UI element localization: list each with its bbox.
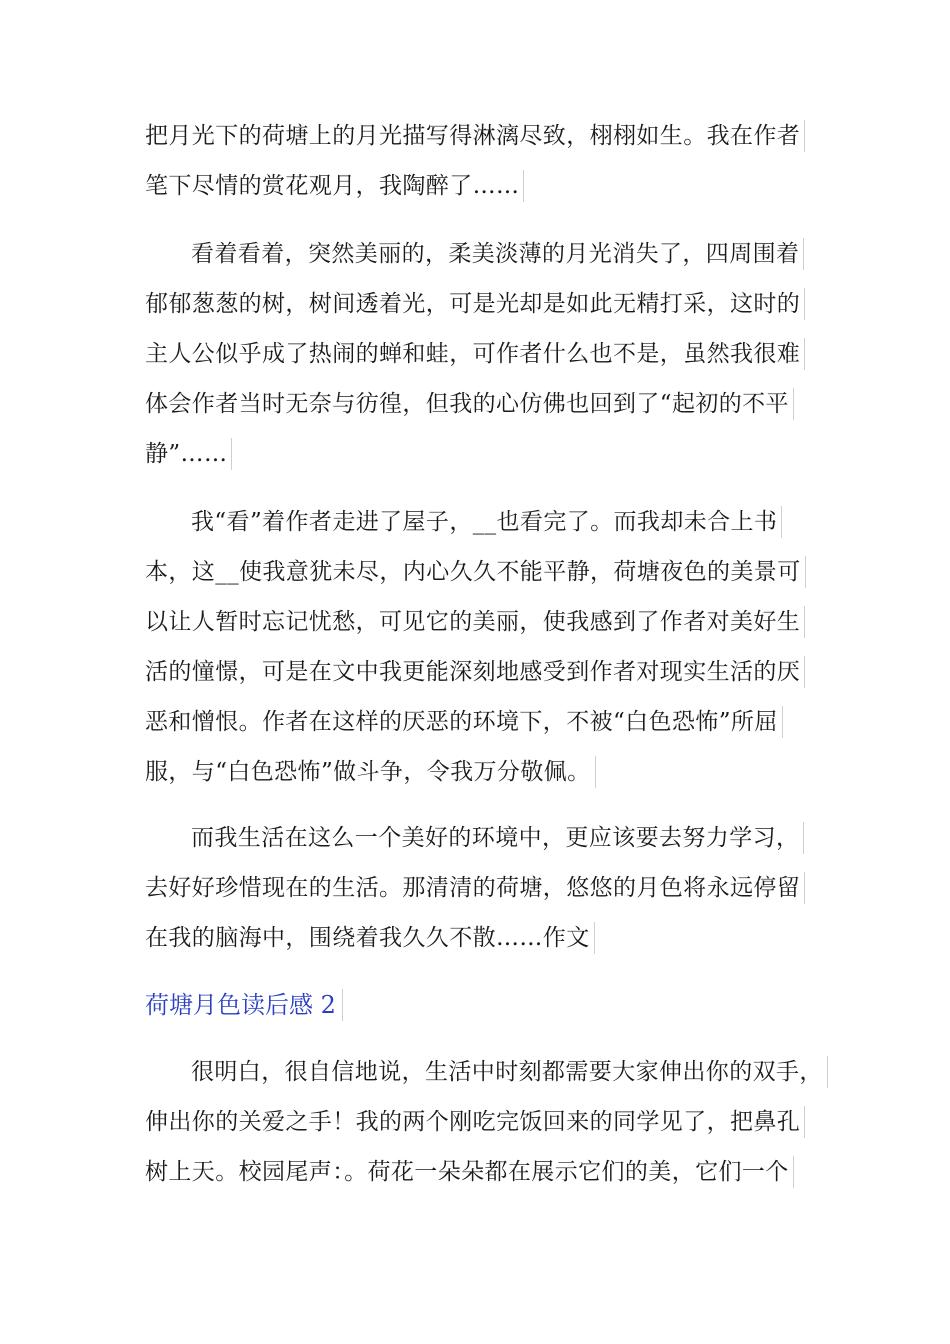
text-line: 在我的脑海中，围绕着我久久不散……作文 [145,912,805,962]
text-line: 恶和憎恨。作者在这样的厌恶的环境下，不被“白色恐怖”所屈 [145,696,806,746]
paragraph-3 [145,496,806,796]
text-line: 很明白，很自信地说，生活中时刻都需要大家伸出你的双手， [145,1046,828,1096]
text-line: 体会作者当时无奈与彷徨，但我的心仿佛也回到了“起初的不平 [145,378,805,428]
text-line: 服，与“白色恐怖”做斗争，令我万分敬佩。 [145,746,806,796]
text-line: 看着看着，突然美丽的，柔美淡薄的月光消失了，四周围着 [145,228,805,278]
text-line: 静”…… [145,428,805,478]
text-line: 伸出你的关爱之手！我的两个刚吃完饭回来的同学见了，把鼻孔 [145,1096,828,1146]
text-line: 把月光下的荷塘上的月光描写得淋漓尽致，栩栩如生。我在作者 [145,110,805,160]
text-line: 活的憧憬，可是在文中我更能深刻地感受到作者对现实生活的厌 [145,646,806,696]
text-line: 本，这__使我意犹未尽，内心久久不能平静，荷塘夜色的美景可 [145,546,806,596]
text-line: 去好好珍惜现在的生活。那清清的荷塘，悠悠的月色将永远停留 [145,862,805,912]
paragraph-5 [145,1046,828,1196]
section-heading: 荷塘月色读后感 2 [145,980,343,1026]
paragraph-1 [145,110,805,210]
text-line: 主人公似乎成了热闹的蝉和蛙，可作者什么也不是，虽然我很难 [145,328,805,378]
text-line: 我“看”着作者走进了屋子，__也看完了。而我却未合上书 [145,496,806,546]
text-line: 树上天。校园尾声：。荷花一朵朵都在展示它们的美，它们一个 [145,1146,828,1196]
text-line: 以让人暂时忘记忧愁，可见它的美丽，使我感到了作者对美好生 [145,596,806,646]
text-line: 而我生活在这么一个美好的环境中，更应该要去努力学习， [145,812,805,862]
paragraph-4 [145,812,805,962]
text-line: 郁郁葱葱的树，树间透着光，可是光却是如此无精打采，这时的 [145,278,805,328]
text-line: 笔下尽情的赏花观月，我陶醉了…… [145,160,805,210]
paragraph-2 [145,228,805,478]
